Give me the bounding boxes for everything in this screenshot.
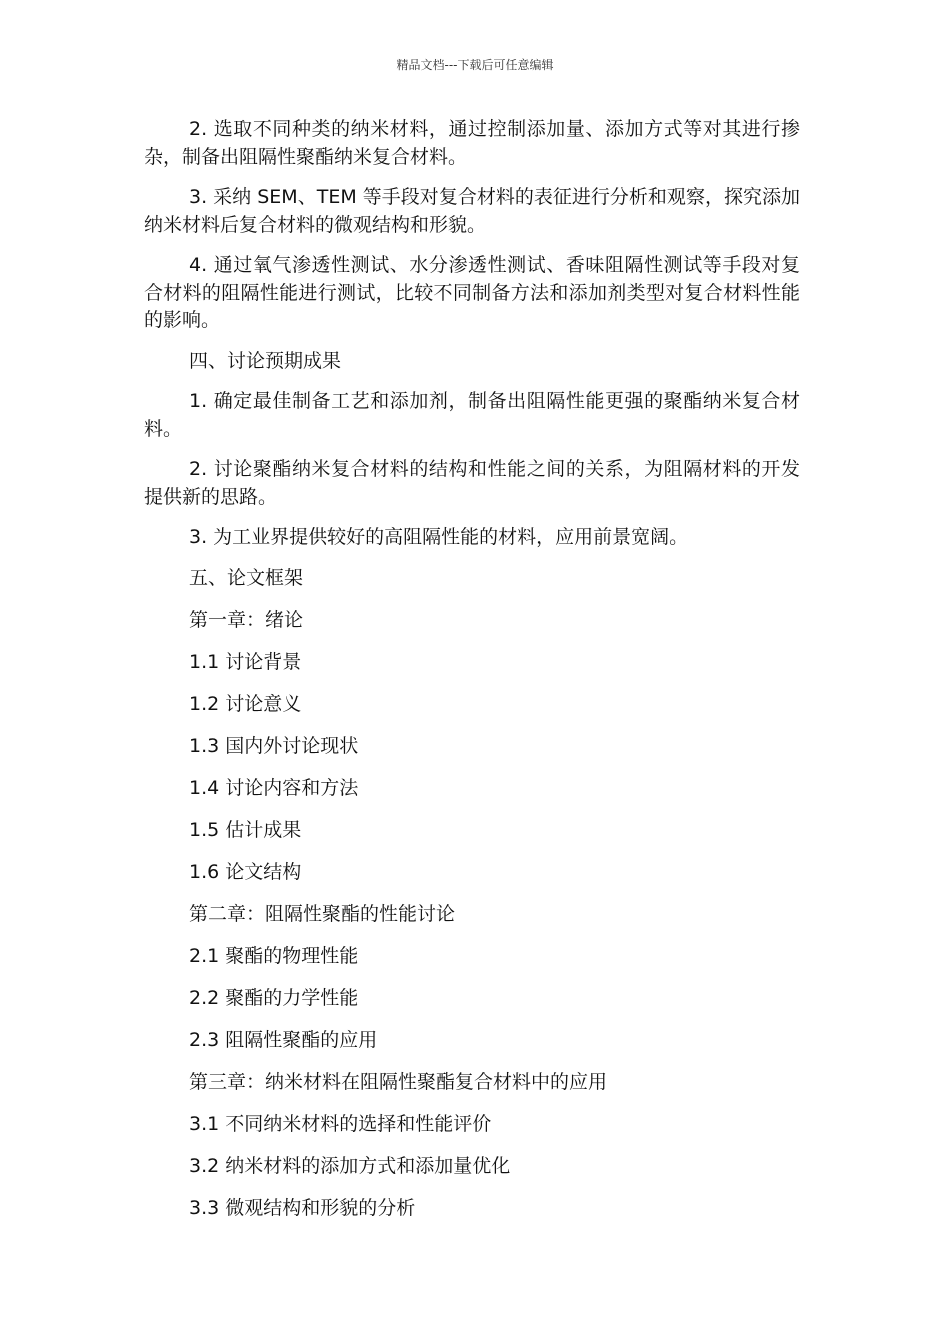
paragraph: 2. 选取不同种类的纳米材料，通过控制添加量、添加方式等对其进行掺杂，制备出阻隔性聚酯纳米复合材料。 bbox=[144, 118, 800, 168]
chapter-heading: 第一章：绪论 bbox=[189, 608, 304, 631]
outline-item: 1.3 国内外讨论现状 bbox=[189, 734, 359, 757]
outline-item: 3.2 纳米材料的添加方式和添加量优化 bbox=[189, 1154, 511, 1177]
outline-item: 2.1 聚酯的物理性能 bbox=[189, 944, 359, 967]
paragraph: 3. 为工业界提供较好的高阻隔性能的材料，应用前景宽阔。 bbox=[189, 526, 689, 548]
paragraph: 2. 讨论聚酯纳米复合材料的结构和性能之间的关系，为阻隔材料的开发提供新的思路。 bbox=[144, 458, 800, 508]
outline-item: 1.6 论文结构 bbox=[189, 860, 302, 883]
outline-item: 1.5 估计成果 bbox=[189, 818, 302, 841]
page-header: 精品文档---下载后可任意编辑 bbox=[396, 58, 554, 72]
outline-item: 2.2 聚酯的力学性能 bbox=[189, 986, 359, 1009]
outline-item: 2.3 阻隔性聚酯的应用 bbox=[189, 1028, 378, 1051]
paragraph: 4. 通过氧气渗透性测试、水分渗透性测试、香味阻隔性测试等手段对复合材料的阻隔性能进行测试，比较不同制备方法和添加剂类型对复合材料性能的影响。 bbox=[144, 254, 800, 331]
paragraph: 3. 采纳 SEM、TEM 等手段对复合材料的表征进行分析和观察，探究添加纳米材料后复合材料的微观结构和形貌。 bbox=[144, 186, 800, 236]
outline-item: 1.4 讨论内容和方法 bbox=[189, 776, 359, 799]
outline-item: 3.1 不同纳米材料的选择和性能评价 bbox=[189, 1112, 492, 1135]
chapter-heading: 第三章：纳米材料在阻隔性聚酯复合材料中的应用 bbox=[189, 1070, 608, 1093]
outline-item: 3.3 微观结构和形貌的分析 bbox=[189, 1196, 416, 1219]
outline-item: 1.2 讨论意义 bbox=[189, 692, 302, 715]
section-heading: 四、讨论预期成果 bbox=[189, 349, 342, 372]
chapter-heading: 第二章：阻隔性聚酯的性能讨论 bbox=[189, 902, 456, 925]
document-body bbox=[144, 116, 800, 1237]
section-heading: 五、论文框架 bbox=[189, 566, 304, 589]
paragraph: 1. 确定最佳制备工艺和添加剂，制备出阻隔性能更强的聚酯纳米复合材料。 bbox=[144, 390, 800, 440]
outline-item: 1.1 讨论背景 bbox=[189, 650, 302, 673]
